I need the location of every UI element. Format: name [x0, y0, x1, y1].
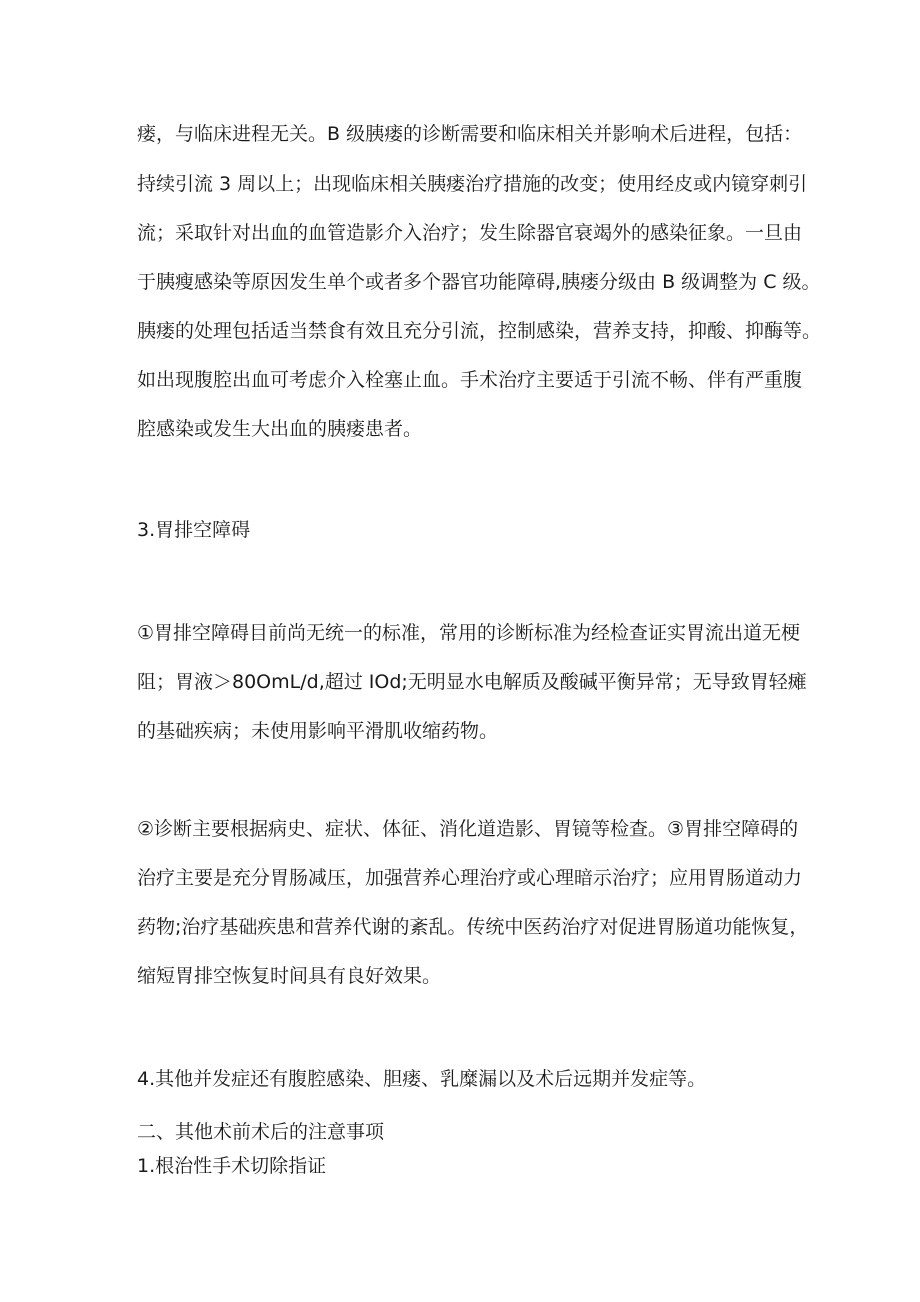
section-heading: 二、其他术前术后的注意事项 [137, 1121, 385, 1143]
paragraph-line: 缩短胃排空恢复时间具有良好效果。 [137, 965, 442, 987]
paragraph-line: ①胃排空障碍目前尚无统一的标准，常用的诊断标准为经检查证实胃流出道无梗 [137, 622, 801, 644]
paragraph-line: ②诊断主要根据病史、症状、体征、消化道造影、胃镜等检查。③胃排空障碍的 [137, 818, 799, 840]
paragraph-line: 阻；胃液＞80OmL/d,超过 IOd;无明显水电解质及酸碱平衡异常；无导致胃轻瘫 [137, 671, 807, 693]
paragraph-line: 流；采取针对出血的血管造影介入治疗；发生除器官衰竭外的感染征象。一旦由 [137, 222, 803, 244]
section-heading: 3.胃排空障碍 [137, 519, 251, 541]
paragraph-line: 4.其他并发症还有腹腔感染、胆瘘、乳糜漏以及术后远期并发症等。 [137, 1068, 707, 1090]
subsection-heading: 1.根治性手术切除指证 [137, 1155, 327, 1177]
paragraph-line: 药物;治疗基础疾患和营养代谢的紊乱。传统中医药治疗对促进胃肠道功能恢复， [137, 916, 809, 938]
paragraph-line: 治疗主要是充分胃肠减压，加强营养心理治疗或心理暗示治疗；应用胃肠道动力 [137, 867, 803, 889]
paragraph-line: 的基础疾病；未使用影响平滑肌收缩药物。 [137, 720, 499, 742]
paragraph-line: 如出现腹腔出血可考虑介入栓塞止血。手术治疗主要适于引流不畅、伴有严重腹 [137, 369, 803, 391]
paragraph-line: 持续引流 3 周以上；出现临床相关胰瘘治疗措施的改变；使用经皮或内镜穿刺引 [137, 173, 808, 195]
paragraph-line: 于胰瘦感染等原因发生单个或者多个器官功能障碍,胰瘘分级由 B 级调整为 C 级。 [137, 271, 821, 293]
paragraph-line: 胰瘘的处理包括适当禁食有效且充分引流，控制感染，营养支持，抑酸、抑酶等。 [137, 320, 822, 342]
paragraph-line: 腔感染或发生大出血的胰瘘患者。 [137, 418, 423, 440]
paragraph-line: 瘘，与临床进程无关。B 级胰瘘的诊断需要和临床相关并影响术后进程，包括： [137, 123, 803, 145]
